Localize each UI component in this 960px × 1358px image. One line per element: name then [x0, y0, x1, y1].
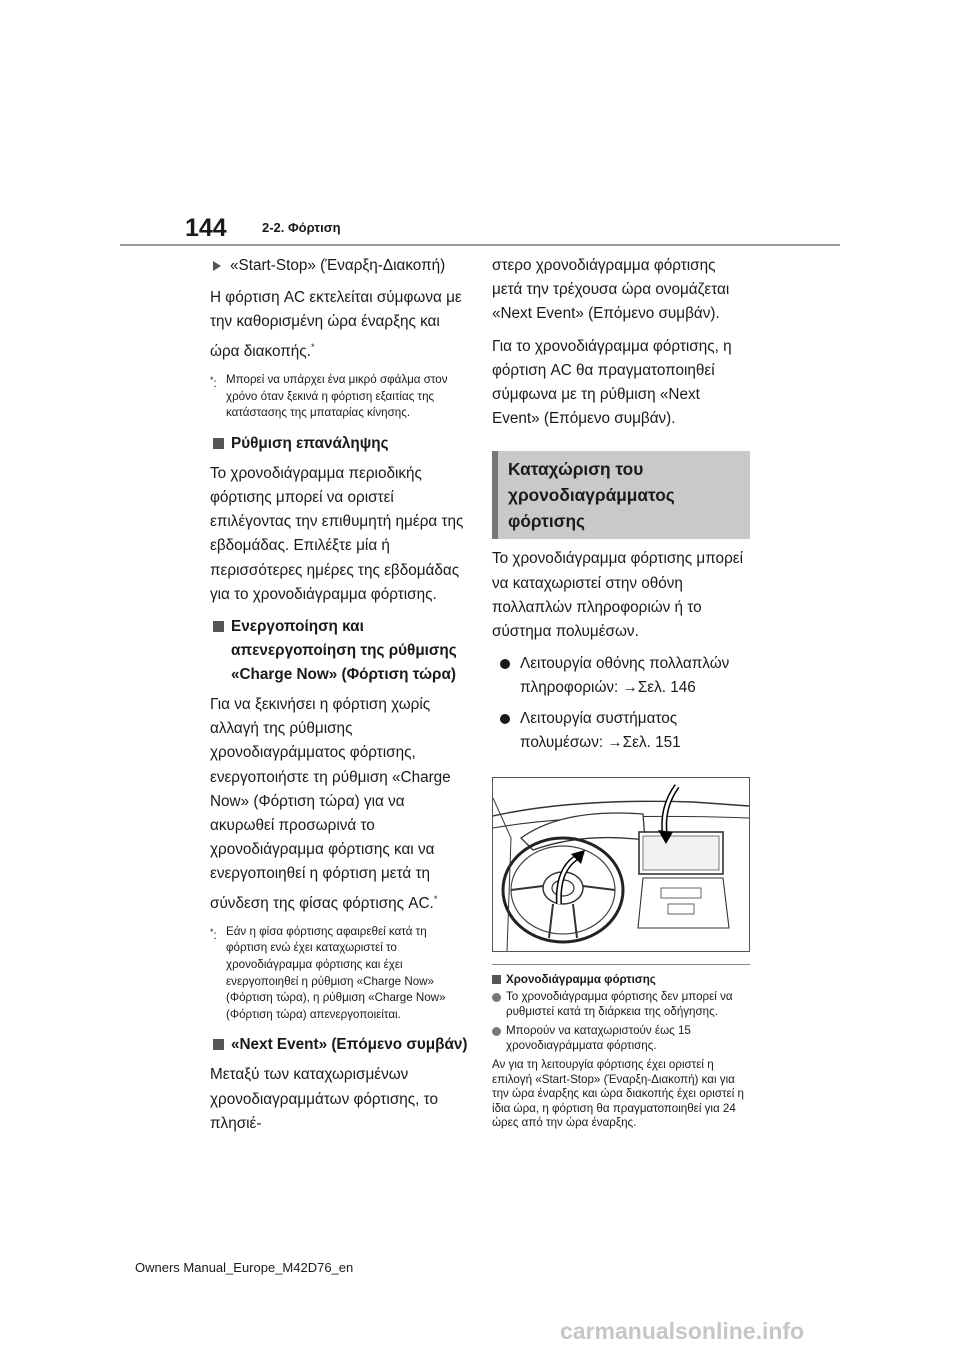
charge-now-text: Για να ξεκινήσει η φόρτιση χωρίς αλλαγή της ρύθμισης χρονοδιαγράμματος φόρτισης, ενεργοποιήστε τη ρύθμιση «Charge Now» (Φόρτιση τώρα) για να ακυρωθεί προσωρινά το χρονοδιάγραμμα φόρτισης και να ενεργοποιηθεί η φόρτιση μετά τη σύνδεση της φίσας φόρτισης AC.*: [210, 695, 451, 912]
square-bullet-icon: [213, 1039, 224, 1050]
triangle-bullet-icon: [213, 261, 221, 271]
start-stop-item: [210, 254, 468, 278]
note-item: Το χρονοδιάγραμμα φόρτισης δεν μπορεί να ρυθμιστεί κατά τη διάρκεια της οδήγησης.: [492, 990, 750, 1019]
page-ref-146[interactable]: →Σελ. 146: [622, 679, 696, 697]
bullet-mid: Λειτουργία οθόνης πολλαπλών πληροφοριών: →Σελ. 146: [492, 652, 750, 700]
next-event-text-2: στερο χρονοδιάγραμμα φόρτισης μετά την τρέχουσα ώρα ονομάζεται «Next Event» (Επόμενο συμβάν).: [492, 257, 730, 323]
left-column: [210, 254, 468, 1144]
right-column: [492, 254, 750, 1131]
footer-text: Owners Manual_Europe_M42D76_en: [135, 1260, 354, 1275]
round-bullet-icon: [492, 1027, 501, 1036]
header-rule: [120, 244, 840, 246]
start-stop-text: Η φόρτιση AC εκτελείται σύμφωνα με την καθορισμένη ώρα έναρξης και ώρα διακοπής.*: [210, 289, 462, 360]
note-item: Μπορούν να καταχωριστούν έως 15 χρονοδιαγράμματα φόρτισης.: [492, 1024, 750, 1053]
next-event-text-3: Για το χρονοδιάγραμμα φόρτισης, η φόρτιση AC θα πραγματοποιηθεί σύμφωνα με τη ρύθμιση «Next Event» (Επόμενο συμβάν).: [492, 337, 732, 428]
page-number: 144: [185, 214, 227, 242]
dashboard-drawing: [493, 778, 749, 951]
square-bullet-icon: [213, 621, 224, 632]
next-event-text-1: Μεταξύ των καταχωρισμένων χρονοδιαγραμμάτων φόρτισης, το πλησιέ-: [210, 1066, 438, 1132]
round-bullet-icon: [492, 993, 501, 1002]
square-bullet-icon: [213, 438, 224, 449]
footnote-mark: *: [433, 893, 438, 904]
footnote-1-text: Μπορεί να υπάρχει ένα μικρό σφάλμα στον χρόνο όταν ξεκινά η φόρτιση εξαιτίας της κατάστασης της μπαταρίας κίνησης.: [226, 372, 448, 420]
footnote-mark: *: [310, 341, 315, 352]
dashboard-illustration: [492, 777, 750, 952]
figure-rule: [492, 964, 750, 965]
section-title: 2-2. Φόρτιση: [262, 220, 341, 235]
next-event-heading: «Next Event» (Επόμενο συμβάν): [210, 1033, 468, 1057]
charge-now-heading: Ενεργοποίηση και απενεργοποίηση της ρύθμισης «Charge Now» (Φόρτιση τώρα): [210, 615, 468, 687]
note-heading: Χρονοδιάγραμμα φόρτισης: [492, 972, 750, 987]
round-bullet-icon: [500, 659, 510, 669]
repeat-heading: Ρύθμιση επανάληψης: [210, 432, 468, 456]
note-paragraph: Αν για τη λειτουργία φόρτισης έχει οριστεί η επιλογή «Start-Stop» (Έναρξη-Διακοπή) και για την ώρα έναρξης και ώρα διακοπής έχει οριστεί η ίδια ώρα, η φόρτιση θα πραγματοποιηθεί για 24 ώρες από την ώρα έναρξης.: [492, 1058, 744, 1130]
footnote-2-text: Εάν η φίσα φόρτισης αφαιρεθεί κατά τη φόρτιση ενώ έχει καταχωριστεί το χρονοδιάγραμμα φόρτισης και έχει ενεργοποιηθεί η ρύθμιση «Charge Now» (Φόρτιση τώρα), η ρύθμιση «Charge Now» (Φόρτιση τώρα) απενεργοποιείται.: [226, 924, 446, 1021]
round-bullet-icon: [500, 714, 510, 724]
watermark: carmanualsonline.info: [560, 1318, 805, 1344]
start-stop-label: «Start-Stop» (Έναρξη-Διακοπή): [230, 257, 446, 274]
square-bullet-icon: [492, 975, 501, 984]
footnote-2: *: Εάν η φίσα φόρτισης αφαιρεθεί κατά τη φόρτιση ενώ έχει καταχωριστεί το χρονοδιάγραμμα φόρτισης και έχει ενεργοποιηθεί η ρύθμιση «Charge Now» (Φόρτιση τώρα), η ρύθμιση «Charge Now» (Φόρτιση τώρα) απενεργοποιείται.: [210, 924, 468, 1024]
page-ref-151[interactable]: →Σελ. 151: [607, 733, 681, 751]
register-section-title: Καταχώριση του χρονοδιαγράμματος φόρτισης: [492, 451, 750, 539]
bullet-multimedia: Λειτουργία συστήματος πολυμέσων: →Σελ. 151: [492, 707, 750, 755]
register-text: Το χρονοδιάγραμμα φόρτισης μπορεί να καταχωριστεί στην οθόνη πολλαπλών πληροφοριών ή το σύστημα πολυμέσων.: [492, 550, 743, 641]
repeat-text: Το χρονοδιάγραμμα περιοδικής φόρτισης μπορεί να οριστεί επιλέγοντας την επιθυμητή ημέρα της εβδομάδας. Επιλέξτε μία ή περισσότερες ημέρες της εβδομάδας για το χρονοδιάγραμμα φόρτισης.: [210, 464, 464, 603]
footnote-1: *: Μπορεί να υπάρχει ένα μικρό σφάλμα στον χρόνο όταν ξεκινά η φόρτιση εξαιτίας της κατάστασης της μπαταρίας κίνησης.: [210, 372, 468, 422]
